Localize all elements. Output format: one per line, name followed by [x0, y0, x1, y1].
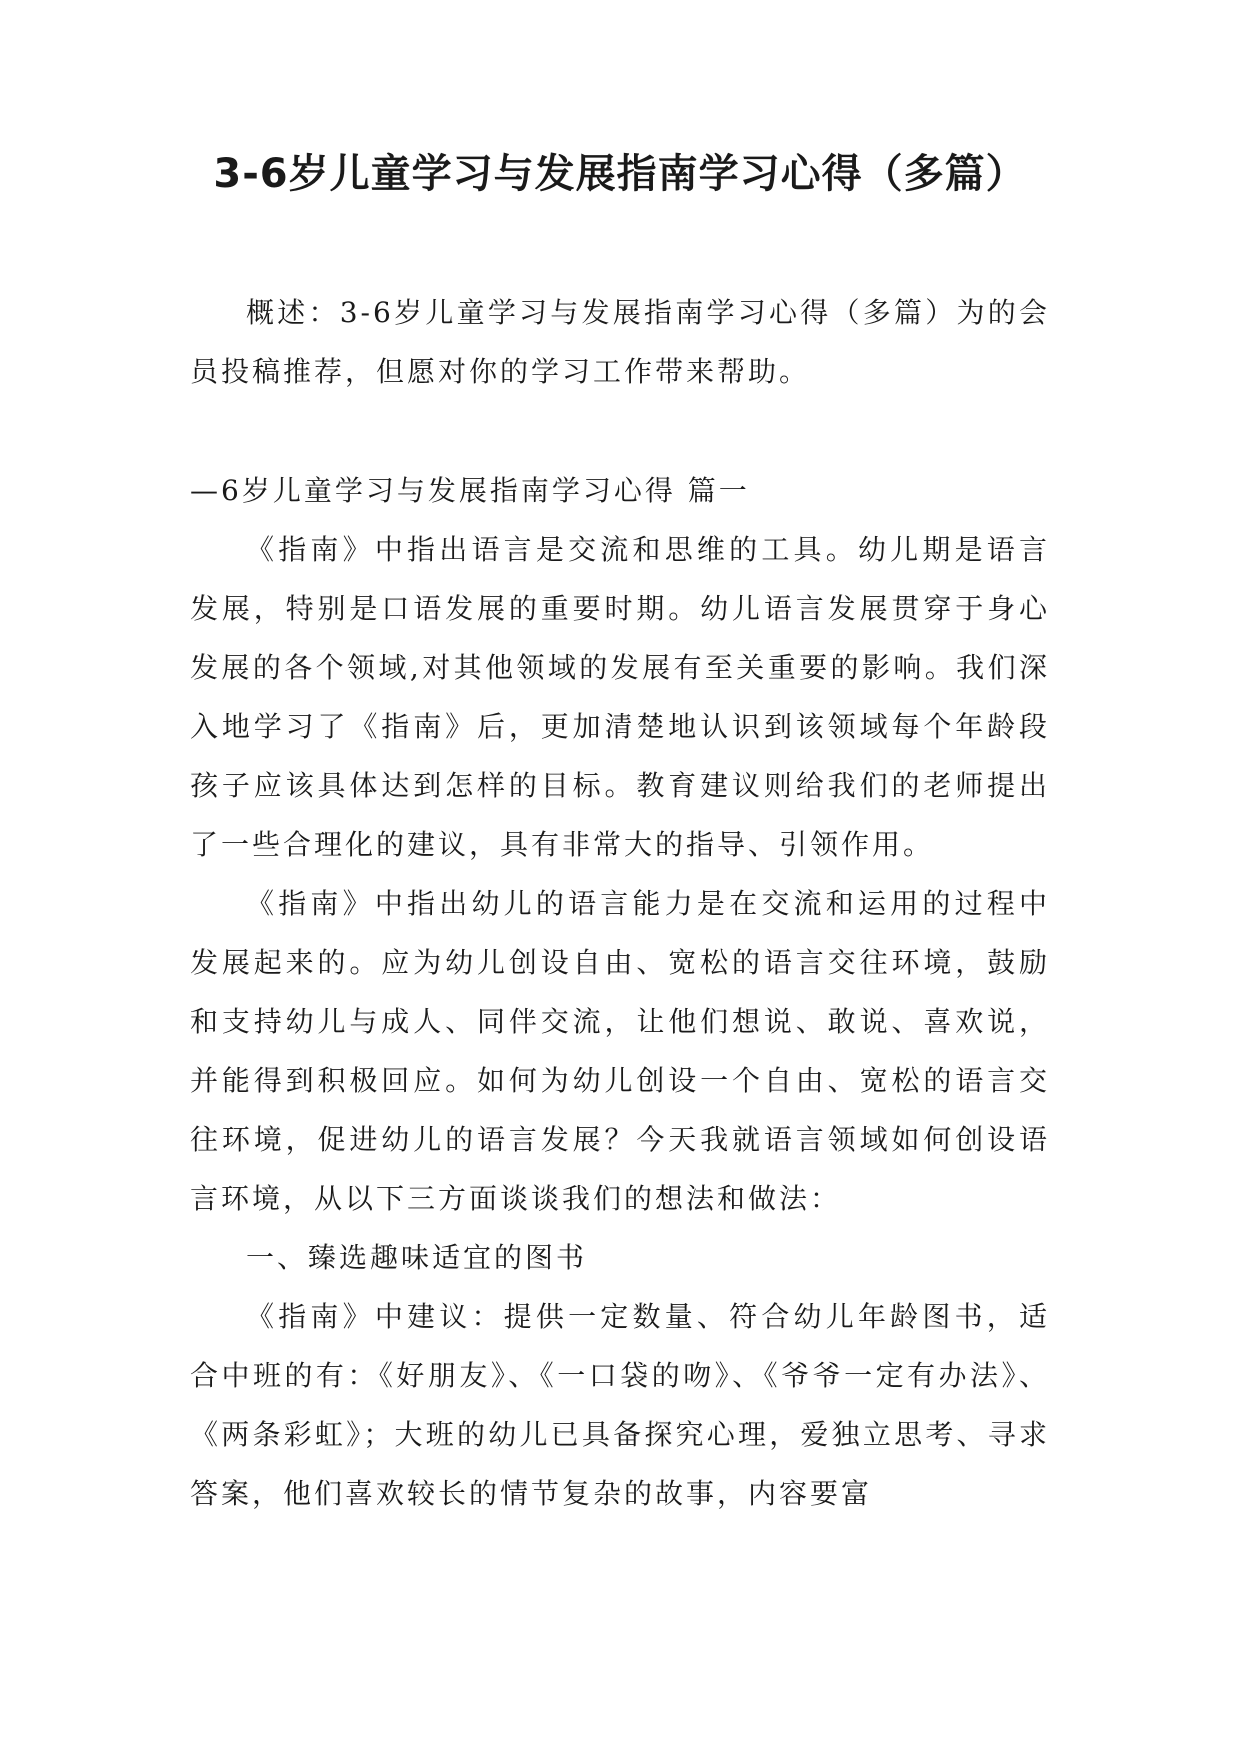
body-paragraph: 《指南》中建议：提供一定数量、符合幼儿年龄图书，适合中班的有：《好朋友》、《一口袋的吻》、《爷爷一定有办法》、《两条彩虹》；大班的幼儿已具备探究心理，爱独立思考、寻求答案，他们喜欢较长的情节复杂的故事，内容要富 — [190, 1300, 1050, 1510]
body-paragraph: 《指南》中指出幼儿的语言能力是在交流和运用的过程中发展起来的。应为幼儿创设自由、宽松的语言交往环境，鼓励和支持幼儿与成人、同伴交流，让他们想说、敢说、喜欢说，并能得到积极回应。如何为幼儿创设一个自由、宽松的语言交往环境，促进幼儿的语言发展？今天我就语言领域如何创设语言环境，从以下三方面谈谈我们的想法和做法： — [190, 887, 1050, 1215]
body-paragraph: 《指南》中指出语言是交流和思维的工具。幼儿期是语言发展，特别是口语发展的重要时期。幼儿语言发展贯穿于身心发展的各个领域,对其他领域的发展有至关重要的影响。我们深入地学习了《指南》后，更加清楚地认识到该领域每个年龄段孩子应该具体达到怎样的目标。教育建议则给我们的老师提出了一些合理化的建议，具有非常大的指导、引领作用。 — [190, 533, 1050, 861]
subheading: 一、臻选趣味适宜的图书 — [246, 1241, 588, 1274]
document-title: 3-6岁儿童学习与发展指南学习心得（多篇） — [213, 151, 1027, 197]
section-heading: —6岁儿童学习与发展指南学习心得 篇一 — [190, 474, 750, 507]
summary-paragraph: 概述：3-6岁儿童学习与发展指南学习心得（多篇）为的会员投稿推荐，但愿对你的学习工作带来帮助。 — [190, 296, 1050, 388]
document-page — [190, 150, 1050, 1523]
